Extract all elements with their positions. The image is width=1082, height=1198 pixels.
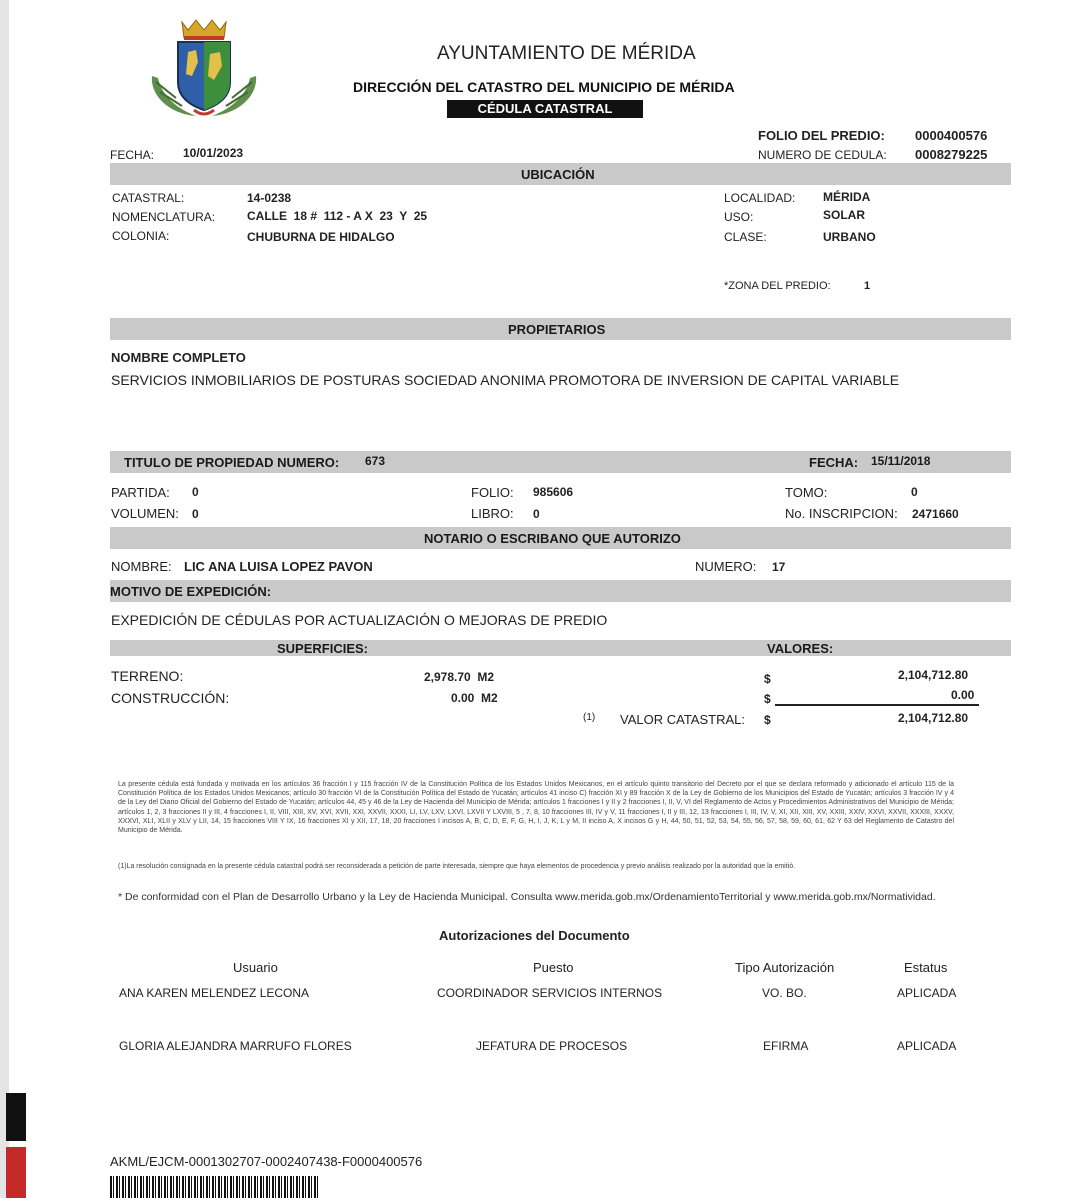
col-tipo: Tipo Autorización: [735, 960, 835, 975]
fecha-label: FECHA:: [110, 148, 155, 162]
nomenclatura-label: NOMENCLATURA:: [112, 210, 216, 224]
titulo-fecha-value: 15/11/2018: [871, 454, 931, 468]
folio-predio-value: 0000400576: [915, 128, 988, 143]
auth-row-2-tipo: EFIRMA: [763, 1039, 809, 1053]
construccion-superficie-value: 0.00 M2: [451, 691, 498, 705]
volumen-label: VOLUMEN:: [111, 506, 179, 521]
catastral-label: CATASTRAL:: [112, 191, 185, 205]
valor-catastral-note: (1): [583, 712, 596, 723]
nomenclatura-value: CALLE 18 # 112 - A X 23 Y 25: [247, 209, 428, 223]
uso-label: USO:: [724, 210, 754, 224]
col-usuario: Usuario: [233, 960, 278, 975]
titulo-fecha-label: FECHA:: [809, 455, 859, 470]
construccion-currency: $: [764, 692, 771, 706]
construccion-label: CONSTRUCCIÓN:: [111, 690, 230, 706]
clase-value: URBANO: [823, 230, 876, 244]
sum-rule: [775, 704, 979, 706]
localidad-label: LOCALIDAD:: [724, 191, 796, 205]
construccion-valor-value: 0.00: [951, 688, 975, 702]
colonia-label: COLONIA:: [112, 229, 170, 243]
libro-value: 0: [533, 507, 540, 521]
tomo-label: TOMO:: [785, 485, 828, 500]
folio-value: 985606: [533, 485, 574, 499]
partida-value: 0: [192, 485, 199, 499]
notario-numero-value: 17: [772, 560, 786, 574]
titulo-value: 673: [365, 454, 386, 468]
notario-nombre-value: LIC ANA LUISA LOPEZ PAVON: [184, 559, 373, 574]
auth-row-2-usuario: GLORIA ALEJANDRA MARRUFO FLORES: [119, 1039, 352, 1053]
barcode: [110, 1176, 320, 1198]
autorizaciones-heading: Autorizaciones del Documento: [439, 928, 630, 943]
ubicacion-heading: UBICACIÓN: [521, 167, 595, 182]
notario-numero-label: NUMERO:: [695, 559, 757, 574]
page-subtitle: DIRECCIÓN DEL CATASTRO DEL MUNICIPIO DE MÉRIDA: [353, 79, 735, 95]
valor-catastral-currency: $: [764, 713, 771, 727]
colonia-value: CHUBURNA DE HIDALGO: [247, 230, 395, 244]
document-type-badge: CÉDULA CATASTRAL: [447, 100, 643, 118]
terreno-label: TERRENO:: [111, 668, 184, 684]
terreno-currency: $: [764, 672, 771, 686]
cedula-label: NUMERO DE CEDULA:: [758, 148, 887, 162]
fecha-value: 10/01/2023: [183, 146, 244, 160]
uso-value: SOLAR: [823, 208, 865, 222]
libro-label: LIBRO:: [471, 506, 514, 521]
legal-paragraph: La presente cédula está fundada y motivada en los artículos 36 fracción I y 115 fracción IV de la Constitución Política de los Estados Unidos Mexicanos, en el artículo quinto transitorio del Decreto por el que se declara reformado y adicionado el artículo 115 de la Constitución Política de los Estados Unidos Mexicanos; artículo 30 fracción VI de la Constitución Política del Estado de Yucatán; artículos 41 inciso C) fracción XI y 89 fracción X de la Ley de Gobierno de los Municipios del Estado de Yucatán; artículos 3 fracción IV y 4 de la Ley del Diario Oficial del Gobierno del Estado de Yucatán; artículos 44, 45 y 46 de la Ley de Hacienda del Municipio de Mérida; artículos 1 fracciones I y II y 2 fracciones I, II, V, VI del Reglamento de Actos y Procedimientos Administrativos del Municipio de Mérida; artículos 1, 2, 3 fracciones II y III, 4 fracciones I, II, VIII, XIII, XV, XVI, XVII, XXI, XXVII, XXXI, LI, LV, LXV, LXVI, LXVII Y LXVIII, 5 , 7, 8, 10 fracciones III, IV y V, 11 fracciones I, II y III, 12, 13 fracciones I, III, IV, V, XI, XII, XIII, XV, XXIII, XXIV, XXVI, XXVII, XXXIII, XXXV, XXXVI, XLI, XLII y XLV y LII, 14, 15 fracciones VIII Y IX, 16 fracciones XI y XII, 17, 18, 20 fracciones I incisos A, B, C, D, E, F, G, H, I, J, K, L y M, II inciso A, X incisos G y H, 44, 50, 51, 52, 53, 54, 55, 56, 57, 58, 59, 60, 61, 62 Y 63 del Reglamento de Catastro del Municipio de Mérida.: [118, 781, 954, 835]
auth-row-1-puesto: COORDINADOR SERVICIOS INTERNOS: [437, 986, 663, 1000]
clase-label: CLASE:: [724, 230, 767, 244]
propietario-name: SERVICIOS INMOBILIARIOS DE POSTURAS SOCIEDAD ANONIMA PROMOTORA DE INVERSION DE CAPITAL VARIABLE: [111, 372, 900, 388]
notario-heading: NOTARIO O ESCRIBANO QUE AUTORIZO: [424, 531, 681, 546]
folio-predio-label: FOLIO DEL PREDIO:: [758, 128, 885, 143]
superficies-valores-bar: [110, 640, 1011, 656]
valores-heading: VALORES:: [767, 641, 834, 656]
terreno-superficie-value: 2,978.70 M2: [424, 670, 495, 684]
zona-value: 1: [864, 280, 871, 292]
auth-row-2-puesto: JEFATURA DE PROCESOS: [476, 1039, 628, 1053]
folio-label: FOLIO:: [471, 485, 514, 500]
col-estatus: Estatus: [904, 960, 948, 975]
side-black-tab: [6, 1093, 26, 1141]
valor-catastral-label: VALOR CATASTRAL:: [620, 712, 745, 727]
propietarios-heading: PROPIETARIOS: [508, 322, 606, 337]
page-left-edge: [0, 0, 9, 1198]
motivo-heading: MOTIVO DE EXPEDICIÓN:: [110, 584, 272, 599]
partida-label: PARTIDA:: [111, 485, 170, 500]
notario-nombre-label: NOMBRE:: [111, 559, 172, 574]
auth-row-1-estatus: APLICADA: [897, 986, 957, 1000]
col-puesto: Puesto: [533, 960, 574, 975]
superficies-heading: SUPERFICIES:: [277, 641, 369, 656]
volumen-value: 0: [192, 507, 199, 521]
catastral-value: 14-0238: [247, 191, 292, 205]
inscripcion-label: No. INSCRIPCION:: [785, 506, 898, 521]
footer-code: AKML/EJCM-0001302707-0002407438-F0000400576: [110, 1154, 423, 1169]
tomo-value: 0: [911, 485, 918, 499]
motivo-value: EXPEDICIÓN DE CÉDULAS POR ACTUALIZACIÓN O MEJORAS DE PREDIO: [111, 612, 608, 628]
coat-of-arms-logo: [146, 18, 262, 122]
auth-row-2-estatus: APLICADA: [897, 1039, 957, 1053]
localidad-value: MÉRIDA: [823, 190, 871, 204]
cedula-value: 0008279225: [915, 147, 988, 162]
legal-resolution: (1)La resolución consignada en la presente cédula catastral podrá ser reconsiderada a petición de parte interesada, siempre que haya elementos de procedencia y previo análisis realizado por la autoridad que la emitió.: [118, 863, 796, 870]
titulo-label: TITULO DE PROPIEDAD NUMERO:: [124, 455, 340, 470]
inscripcion-value: 2471660: [912, 507, 959, 521]
side-red-tab: [6, 1147, 26, 1198]
nombre-completo-label: NOMBRE COMPLETO: [111, 350, 246, 365]
page-title: AYUNTAMIENTO DE MÉRIDA: [437, 43, 696, 64]
zona-label: *ZONA DEL PREDIO:: [724, 280, 831, 292]
auth-row-1-tipo: VO. BO.: [762, 986, 807, 1000]
valor-catastral-value: 2,104,712.80: [898, 711, 969, 725]
auth-row-1-usuario: ANA KAREN MELENDEZ LECONA: [119, 986, 310, 1000]
legal-note: * De conformidad con el Plan de Desarrollo Urbano y la Ley de Hacienda Municipal. Consulta www.merida.gob.mx/OrdenamientoTerritorial y www.merida.gob.mx/Normatividad.: [118, 891, 936, 903]
terreno-valor-value: 2,104,712.80: [898, 668, 969, 682]
